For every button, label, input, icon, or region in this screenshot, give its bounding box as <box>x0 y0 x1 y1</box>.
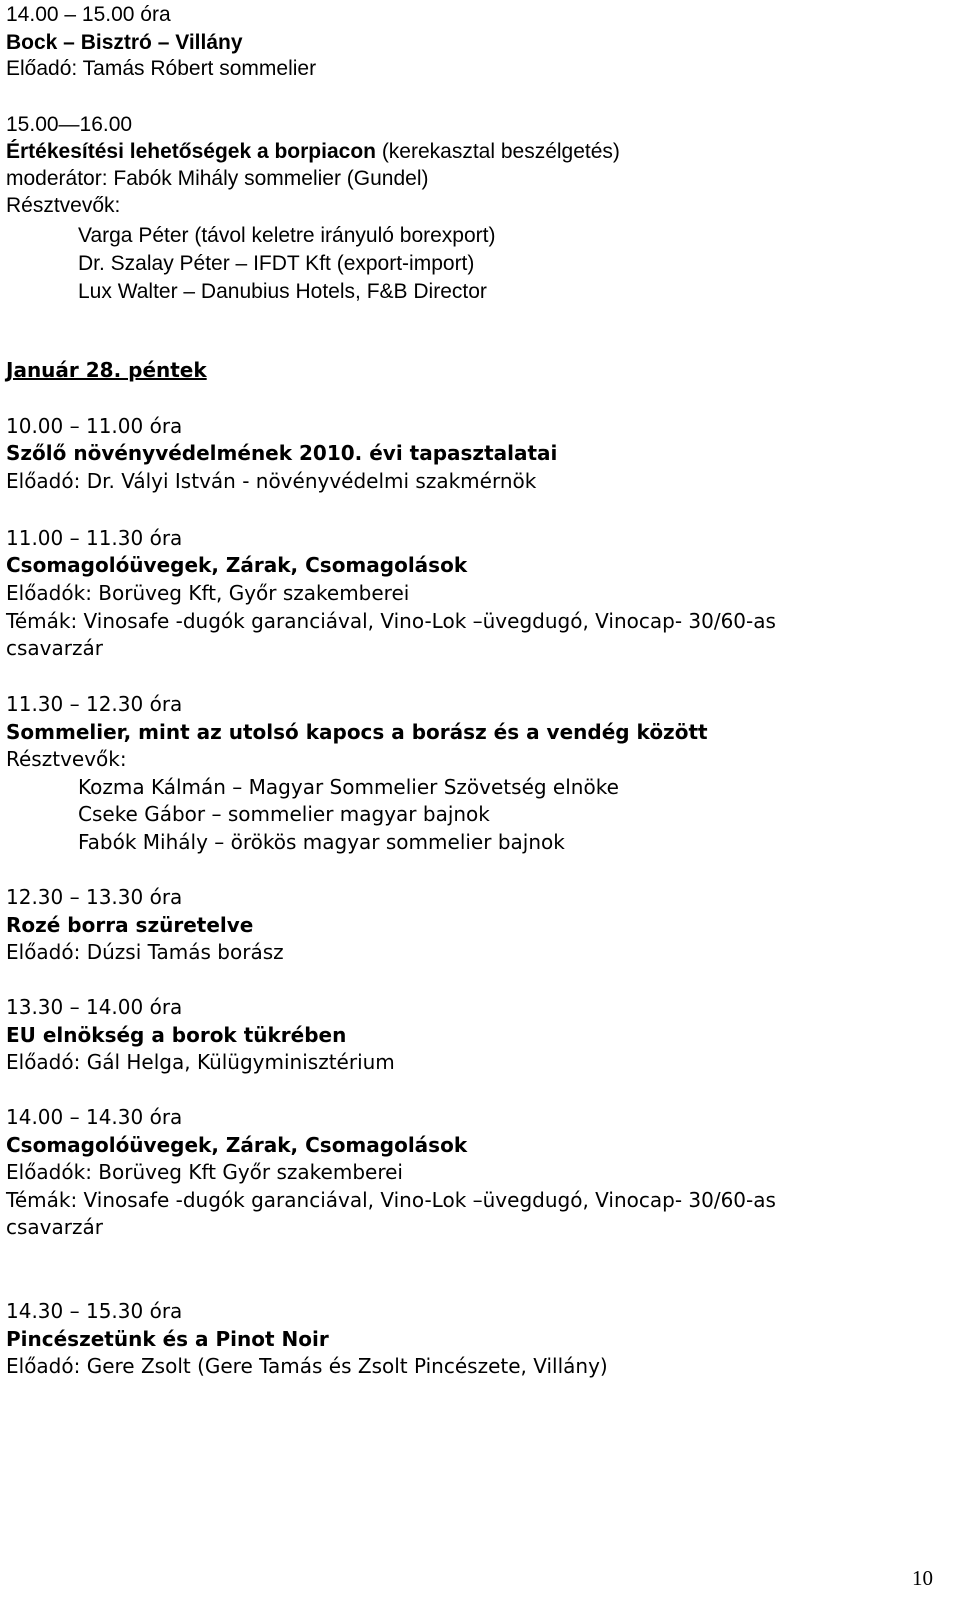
session-time: 14.00 – 14.30 óra <box>6 1105 183 1129</box>
session-time: 14.30 – 15.30 óra <box>6 1299 183 1323</box>
session-time: 13.30 – 14.00 óra <box>6 995 183 1019</box>
page-number: 10 <box>912 1566 933 1590</box>
day-heading: Január 28. péntek <box>6 358 207 382</box>
participants-label: Résztvevők: <box>6 747 127 771</box>
session-topics-cont: csavarzár <box>6 636 103 660</box>
participant: Varga Péter (távol keletre irányuló borexport) <box>78 224 496 247</box>
participants-label: Résztvevők: <box>6 194 121 217</box>
session-title: Sommelier, mint az utolsó kapocs a borász és a vendég között <box>6 720 708 744</box>
session-topics: Témák: Vinosafe -dugók garanciával, Vino-Lok –üvegdugó, Vinocap- 30/60-as <box>6 1188 776 1212</box>
session-title-line <box>6 141 620 162</box>
participant: Lux Walter – Danubius Hotels, F&B Director <box>78 280 487 303</box>
session-speaker: Előadók: Borüveg Kft Győr szakemberei <box>6 1160 403 1184</box>
session-time: 11.30 – 12.30 óra <box>6 692 183 716</box>
session-speaker: Előadó: Gere Zsolt (Gere Tamás és Zsolt Pincészete, Villány) <box>6 1354 608 1378</box>
session-topics-cont: csavarzár <box>6 1215 103 1239</box>
session-title: Csomagolóüvegek, Zárak, Csomagolások <box>6 1133 468 1157</box>
session-title: Bock – Bisztró – Villány <box>6 31 243 54</box>
session-time: 14.00 – 15.00 óra <box>6 3 171 26</box>
session-speaker: Előadó: Tamás Róbert sommelier <box>6 57 317 80</box>
session-title: Csomagolóüvegek, Zárak, Csomagolások <box>6 553 468 577</box>
session-moderator: moderátor: Fabók Mihály sommelier (Gundel) <box>6 167 429 190</box>
session-speaker: Előadó: Dr. Vályi István - növényvédelmi szakmérnök <box>6 469 537 493</box>
session-time: 11.00 – 11.30 óra <box>6 526 183 550</box>
session-time: 10.00 – 11.00 óra <box>6 414 183 438</box>
session-title: Értékesítési lehetőségek a borpiacon <box>6 140 376 163</box>
session-topics: Témák: Vinosafe -dugók garanciával, Vino-Lok –üvegdugó, Vinocap- 30/60-as <box>6 609 776 633</box>
participant: Cseke Gábor – sommelier magyar bajnok <box>78 802 490 826</box>
session-time: 12.30 – 13.30 óra <box>6 885 183 909</box>
session-speaker: Előadó: Gál Helga, Külügyminisztérium <box>6 1050 395 1074</box>
session-format: (kerekasztal beszélgetés) <box>375 140 620 163</box>
session-speaker: Előadó: Dúzsi Tamás borász <box>6 940 284 964</box>
session-title: Szőlő növényvédelmének 2010. évi tapasztalatai <box>6 441 558 465</box>
session-title: Pincészetünk és a Pinot Noir <box>6 1327 329 1351</box>
participant: Kozma Kálmán – Magyar Sommelier Szövetség elnöke <box>78 775 619 799</box>
participant: Dr. Szalay Péter – IFDT Kft (export-import) <box>78 252 475 275</box>
session-title: Rozé borra szüretelve <box>6 913 254 937</box>
session-time: 15.00—16.00 <box>6 113 133 136</box>
participant: Fabók Mihály – örökös magyar sommelier bajnok <box>78 830 565 854</box>
session-title: EU elnökség a borok tükrében <box>6 1023 347 1047</box>
session-speaker: Előadók: Borüveg Kft, Győr szakemberei <box>6 581 410 605</box>
